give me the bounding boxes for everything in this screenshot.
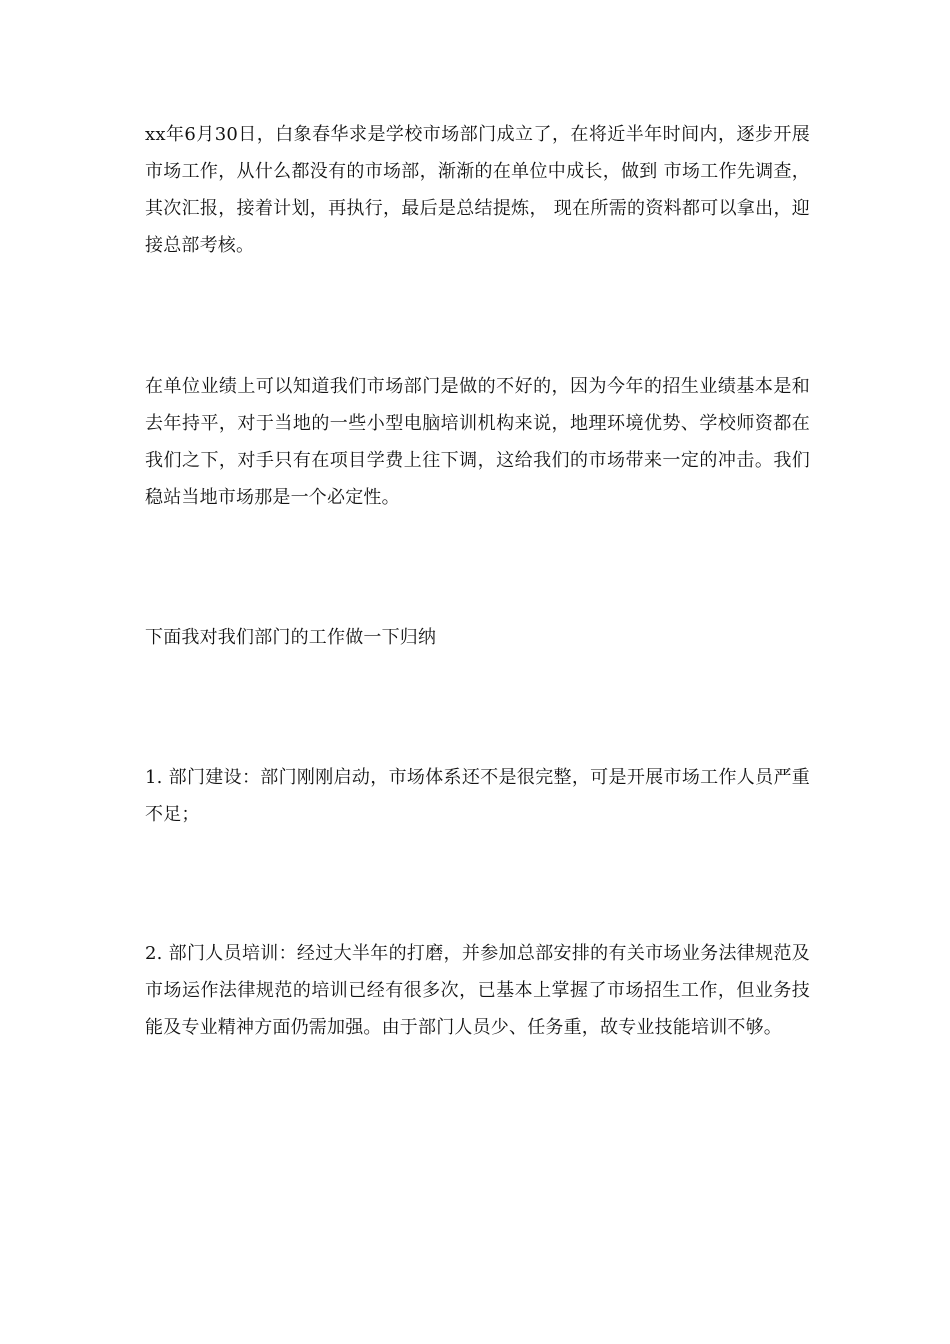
- paragraph-performance: 在单位业绩上可以知道我们市场部门是做的不好的，因为今年的招生业绩基本是和去年持平，对于当地的一些小型电脑培训机构来说，地理环境优势、学校师资都在我们之下，对手只有在项目学费上往下调，这给我们的市场带来一定的冲击。我们稳站当地市场那是一个必定性。: [145, 376, 810, 508]
- paragraph-intro: xx年6月30日，白象春华求是学校市场部门成立了，在将近半年时间内，逐步开展市场工作，从什么都没有的市场部，渐渐的在单位中成长，做到 市场工作先调查，其次汇报，接着计划，再执行，最后是总结提炼， 现在所需的资料都可以拿出，迎接总部考核。: [145, 124, 810, 256]
- paragraph-summary-heading: 下面我对我们部门的工作做一下归纳: [145, 627, 437, 648]
- list-item-staff-training: 2. 部门人员培训：经过大半年的打磨，并参加总部安排的有关市场业务法律规范及市场运作法律规范的培训已经有很多次，已基本上掌握了市场招生工作，但业务技能及专业精神方面仍需加强。由于部门人员少、任务重，故专业技能培训不够。: [145, 943, 810, 1038]
- list-item-department-building: 1. 部门建设：部门刚刚启动，市场体系还不是很完整，可是开展市场工作人员严重不足；: [145, 767, 810, 825]
